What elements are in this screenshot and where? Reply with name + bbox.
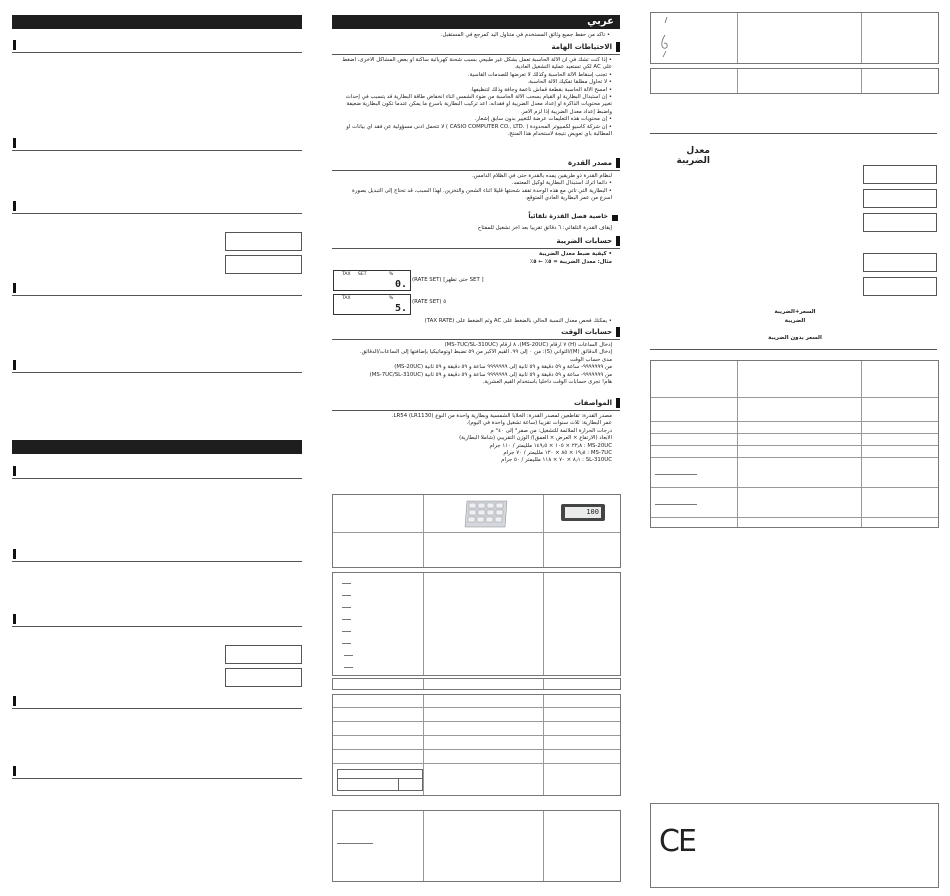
table-divider (861, 69, 862, 93)
left-divider (12, 295, 302, 296)
text-line: • إن محتويات هذه التعليمات عرضة للتغيير بدون سابق إشعار. (474, 116, 612, 123)
text-line: MS-20UC : ٢٢٫٨ × ١٠٥ × ١٤٩٫٥ ملليمتر / ١١٠ جرام (489, 442, 612, 449)
time-rule (332, 339, 620, 340)
diagram-label-price-without-tax: السعر بدون الضريبة (768, 335, 822, 341)
power-rule (332, 170, 620, 171)
tax-check: • يمكنك فحص معدل النسبة الحالي بالضغط على AC وثم الضغط على (TAX RATE) (424, 318, 612, 324)
notes-table (332, 810, 621, 882)
table-divider (333, 721, 620, 722)
left-display-box (225, 255, 302, 274)
mini-diagram (337, 769, 423, 791)
key-line (342, 643, 351, 644)
text-line: MS-7UC : ١٩٫٨ × ٨٥ × ١٢٠ ملليمتر / ٧٠ جرام (503, 450, 612, 457)
text-line: هام! تجرى حسابات الوقت داخلياً باستخدام القيم العشرية. (482, 379, 612, 386)
table-divider (423, 495, 424, 567)
text-line: مدى حساب الوقت (569, 356, 612, 363)
tax-rate-box (863, 277, 937, 296)
precautions-text (332, 57, 612, 138)
table-divider (543, 695, 544, 795)
table-divider (543, 811, 544, 881)
tax-rate-box (863, 213, 937, 232)
left-section-marker (13, 40, 16, 50)
right-divider (650, 133, 937, 134)
tax-sub1: • كيفية ضبط معدل الضريبة (538, 251, 612, 257)
right-top-table (650, 12, 939, 64)
precautions-rule (332, 54, 620, 55)
arabic-header-bar (332, 15, 620, 29)
key-line (342, 583, 351, 584)
lcd-illustration-value: 100 (565, 507, 601, 518)
display-value: 0. (394, 279, 407, 290)
table-divider (543, 679, 544, 689)
section-marker (616, 236, 620, 246)
key-table (332, 572, 621, 676)
autooff-heading: خاصية فصل القدرة تلقائياً (528, 213, 608, 220)
text-line: • دائماً اترك استبدال البطارية لوكيل المعتمد. (511, 180, 612, 187)
mini-diagram-line (338, 778, 422, 779)
section-marker (616, 327, 620, 337)
left-section-marker (13, 138, 16, 148)
left-section-marker (13, 360, 16, 370)
text-line: • تجنب إسقاط الآلة الحاسبة وكذلك لا تعرضها للصدمات القاسية. (467, 71, 612, 78)
text-line: لنظام القدرة ذو طريقين يمده بالقدرة حتى في الظلام الدامس. (471, 173, 612, 179)
text-line: مصدر القدرة: تقاطعين لمصدر القدرة: الخلايا الشمسية وبطارية واحدة من النوع LR54 (LR1130). (391, 413, 612, 419)
tax-display-2 (333, 294, 411, 315)
time-text (332, 342, 612, 386)
left-display-box (225, 668, 302, 687)
text-line: اسرع من عمر البطارية العادي المتوقع. (525, 195, 612, 202)
table-divider (861, 361, 862, 527)
table-divider (423, 811, 424, 881)
table-divider (651, 433, 938, 434)
table-divider (423, 695, 424, 795)
diagram-label-tax: الضريبة (784, 318, 806, 324)
lcd-illustration (561, 504, 605, 521)
text-line: إدخال الدقائق (M)/الثواني (S): من ٠ إلى ٩٩. القيم الأكبر من ٥٩ تضبط أوتوماتيكياً بإضافتها إلى الساعات/الدقائق. (359, 349, 612, 356)
left-section-marker (13, 614, 16, 624)
left-divider (12, 52, 302, 53)
display-tax-indicator: TAX (342, 296, 351, 301)
tax-rate-box (863, 253, 937, 272)
left-divider (12, 708, 302, 709)
section-marker (616, 398, 620, 408)
text-line: من ٩٩٩٩٩٩٩- ساعة و ٥٩ دقيقة و ٥٩ ثانية إلى ٩٩٩٩٩٩٩ ساعة و ٥٩ دقيقة و ٥٩ ثانية (MS-20UC) (394, 364, 612, 371)
table-divider (423, 573, 424, 675)
left-divider (12, 626, 302, 627)
text-line: • لا تحاول مطلقاً تفكيك الآلة الحاسبة. (527, 79, 612, 86)
table-divider (543, 495, 544, 567)
display-percent-indicator: % (389, 296, 394, 301)
key-line (655, 504, 697, 505)
tax-rate-title: معدل الضريبة (676, 146, 710, 166)
table-divider (651, 397, 938, 398)
table-divider (737, 69, 738, 93)
text-line: المطالبة بأي تعويض نتيجة لاستخدام هذا المنتج. (507, 131, 612, 138)
text-line: إدخال الساعات (H) ٧ أرقام (MS-20UC)، ٨ أرقام (MS-7UC/SL-310UC) (444, 342, 612, 348)
power-text (332, 173, 612, 203)
text-line: • إن شركة كاسيو لكمبيوتر المحدودة ( .CASIO COMPUTER CO., LTD ) لا تتحمل أدنى مسؤولية عن فقد أي بيانات أو (346, 123, 612, 130)
autooff-text: إيقاف القدرة التلقائي: ٦ دقائق تقريباً بعد آخر تشغيل للمفتاح (477, 225, 612, 231)
display-set-indicator: SET (358, 272, 367, 277)
time-heading: حسابات الوقت (561, 328, 612, 336)
left-section-header-1 (12, 15, 302, 29)
table-divider (651, 487, 938, 488)
left-section-marker (13, 549, 16, 559)
key-line (344, 667, 353, 668)
table-divider (737, 361, 738, 527)
text-line: درجات الحرارة الملائمة للتشغيل: من صفر° إلى ٤٠° م (490, 427, 612, 434)
table-divider (333, 707, 620, 708)
table-divider (333, 532, 620, 533)
mini-diagram-line (398, 778, 399, 790)
left-section-marker (13, 466, 16, 476)
text-line: • إذا كنت تشك في أن الآلة الحاسبة تعمل بشكل غير طبيعي بسبب شحنة كهربائية ساكنة أو بعض المشاكل الأخرى، اضغط (342, 57, 612, 63)
text-line: • البطارية التي تأتي مع هذه الوحدة تفقد شحنتها قليلاً أثناء الشحن والتخزين. لهذا السبب، قد تحتاج إلى التبديل بصورة (352, 187, 612, 194)
left-divider (12, 213, 302, 214)
tax-heading: حسابات الضريبة (556, 237, 612, 245)
left-display-box (225, 645, 302, 664)
key-line (342, 595, 351, 596)
text-line: الأبعاد (الارتفاع × العرض × العمق)/ الوزن التقريبي (شاملاً البطارية) (459, 435, 612, 442)
table-divider (737, 13, 738, 63)
text-line: على AC لكي تستعيد عملية التشغيل العادية. (514, 64, 612, 71)
table-divider (651, 517, 938, 518)
key-line (342, 607, 351, 608)
table-divider (651, 457, 938, 458)
text-line: عمر البطارية: ثلاث سنوات تقريباً (ساعة تشغيل واحدة في اليوم). (466, 420, 612, 427)
text-line: SL-310UC : ٨٫١ × ٧٠ × ١١٨ ملليمتر / ٥٠ جرام (501, 457, 612, 464)
left-divider (12, 478, 302, 479)
tax-rate-box (863, 189, 937, 208)
table-divider (651, 421, 938, 422)
table-divider (423, 679, 424, 689)
left-section-marker (13, 696, 16, 706)
left-section-marker (13, 201, 16, 211)
text-line: واضبط إعداد معدل الضريبة إذا لزم الأمر. (520, 108, 612, 115)
table-divider (651, 445, 938, 446)
key-line (655, 474, 697, 475)
right-divider (650, 349, 937, 350)
diagram-label-price-plus-tax: السعر+الضريبة (774, 309, 816, 315)
left-section-marker (13, 283, 16, 293)
lcd-segment-illustration (655, 15, 675, 59)
tax-sub2: مثال: معدل الضريبة = ٥٪ ← ٥٪ (529, 259, 612, 265)
key-line (344, 655, 353, 656)
tax-step1: (RATE SET) [حتى تظهر SET ] (412, 277, 484, 283)
key-line (342, 619, 351, 620)
specs-rule (332, 410, 620, 411)
ce-mark: CE (659, 824, 695, 859)
tax-rule (332, 248, 620, 249)
section-marker (616, 42, 620, 52)
display-tax-indicator: TAX (342, 272, 351, 277)
tax-display-1 (333, 270, 411, 291)
section-marker (616, 158, 620, 168)
left-section-header-2 (12, 440, 302, 454)
tax-rate-box (863, 165, 937, 184)
text-line: تغيير محتويات الذاكرة أو إعداد معدل الضريبة أو فقدانه. أعد تركيب البطارية باسرع ما يمكن عندما تكون البطارية ضعيفة (346, 101, 612, 108)
left-display-box (225, 232, 302, 251)
specs-text (332, 413, 612, 465)
comparison-table (332, 494, 621, 568)
spec-row-table (332, 678, 621, 690)
arabic-title: عربي (587, 16, 614, 27)
right-second-table (650, 68, 939, 94)
display-percent-indicator: % (389, 272, 394, 277)
ce-box (650, 803, 939, 888)
arabic-intro: • تأكد من حفظ جميع وثائق المستخدم في متناول اليد كمرجع في المستقبل. (440, 32, 610, 38)
right-main-table (650, 360, 939, 528)
key-line (337, 843, 373, 844)
left-divider (12, 778, 302, 779)
table-divider (333, 735, 620, 736)
precautions-heading: الاحتياطات الهامة (551, 43, 612, 51)
tax-step2: (RATE SET) ٥ (412, 299, 447, 305)
left-section-marker (13, 766, 16, 776)
table-divider (543, 573, 544, 675)
text-line: من ٩٩٩٩٩٩٩- ساعة و ٥٩ دقيقة و ٥٩ ثانية إلى ٩٩٩٩٩٩٩ ساعة و ٥٩ دقيقة و ٥٩ ثانية (MS-7UC/SL-310UC) (369, 371, 612, 378)
square-bullet (612, 215, 618, 221)
left-divider (12, 372, 302, 373)
specs-heading: المواصفات (574, 399, 612, 407)
text-line: • امسح الآلة الحاسبة بقطعة قماش ناعمة وجافة وذلك لتنظيفها. (470, 86, 612, 93)
key-line (342, 631, 351, 632)
table-divider (861, 13, 862, 63)
power-heading: مصدر القدرة (567, 159, 612, 167)
text-line: • إن استبدال البطارية أو القيام بسحب الآلة الحاسبة من ضوء الشمس أثناء انخفاض طاقة البطارية قد يتسبب في إحداث (345, 94, 612, 101)
left-divider (12, 150, 302, 151)
display-value: 5. (394, 303, 407, 314)
keypad-illustration (463, 499, 509, 529)
table-divider (333, 763, 620, 764)
operations-table (332, 694, 621, 796)
left-divider (12, 561, 302, 562)
table-divider (333, 749, 620, 750)
